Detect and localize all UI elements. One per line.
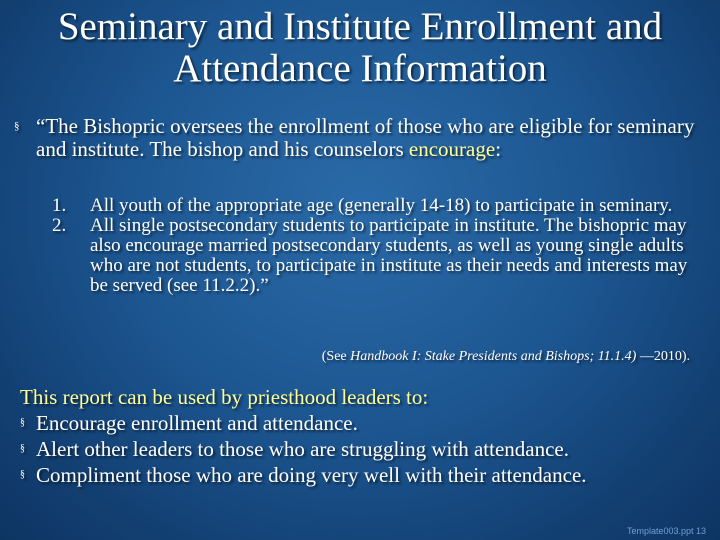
- list-item: [20, 462, 700, 488]
- quote-bullet: [12, 115, 702, 161]
- slide-footer: Template003.ppt 13: [626, 526, 706, 536]
- list-item-number: 2.: [52, 215, 67, 236]
- quote-text-before: “The Bishopric oversees the enrollment of those who are eligible for seminary and institute. The bishop and his counselors: [36, 114, 695, 161]
- citation-source: Handbook I: Stake Presidents and Bishops; 11.1.4): [350, 349, 637, 364]
- quote-text-after: :: [495, 137, 502, 161]
- list-item-number: 1.: [52, 195, 67, 216]
- list-item: [52, 216, 692, 296]
- list-item-text: All single postsecondary students to participate in institute. The bishopric may also encourage married postsecondary students, as well as young single adults who are not students, to participate in institute as their needs and interests may be served (see 11.2.2).”: [90, 215, 688, 296]
- slide-title: [0, 6, 720, 90]
- report-heading: This report can be used by priesthood leaders to:: [20, 385, 429, 409]
- quote-text: [36, 115, 702, 161]
- report-item-text: Alert other leaders to those who are struggling with attendance.: [36, 437, 569, 461]
- citation-prefix: (See: [321, 349, 351, 364]
- slide-title-line-1: Seminary and Institute Enrollment and: [57, 5, 663, 48]
- numbered-list: [52, 196, 692, 296]
- slide-title-line-2: Attendance Information: [173, 47, 547, 90]
- report-section: [20, 384, 700, 488]
- list-item: [52, 196, 692, 216]
- quote-highlight: encourage: [408, 137, 496, 161]
- square-bullet-icon: §: [14, 120, 20, 132]
- square-bullet-icon: §: [20, 469, 25, 480]
- citation: [322, 348, 690, 366]
- square-bullet-icon: §: [20, 417, 25, 428]
- list-item: [20, 436, 700, 462]
- list-item: [20, 410, 700, 436]
- citation-suffix: —2010).: [636, 349, 690, 364]
- quote-bullet-row: [12, 115, 702, 161]
- report-item-text: Encourage enrollment and attendance.: [36, 411, 358, 435]
- report-item-text: Compliment those who are doing very well with their attendance.: [36, 463, 587, 487]
- square-bullet-icon: §: [20, 443, 25, 454]
- list-item-text: All youth of the appropriate age (generally 14-18) to participate in seminary.: [90, 195, 673, 216]
